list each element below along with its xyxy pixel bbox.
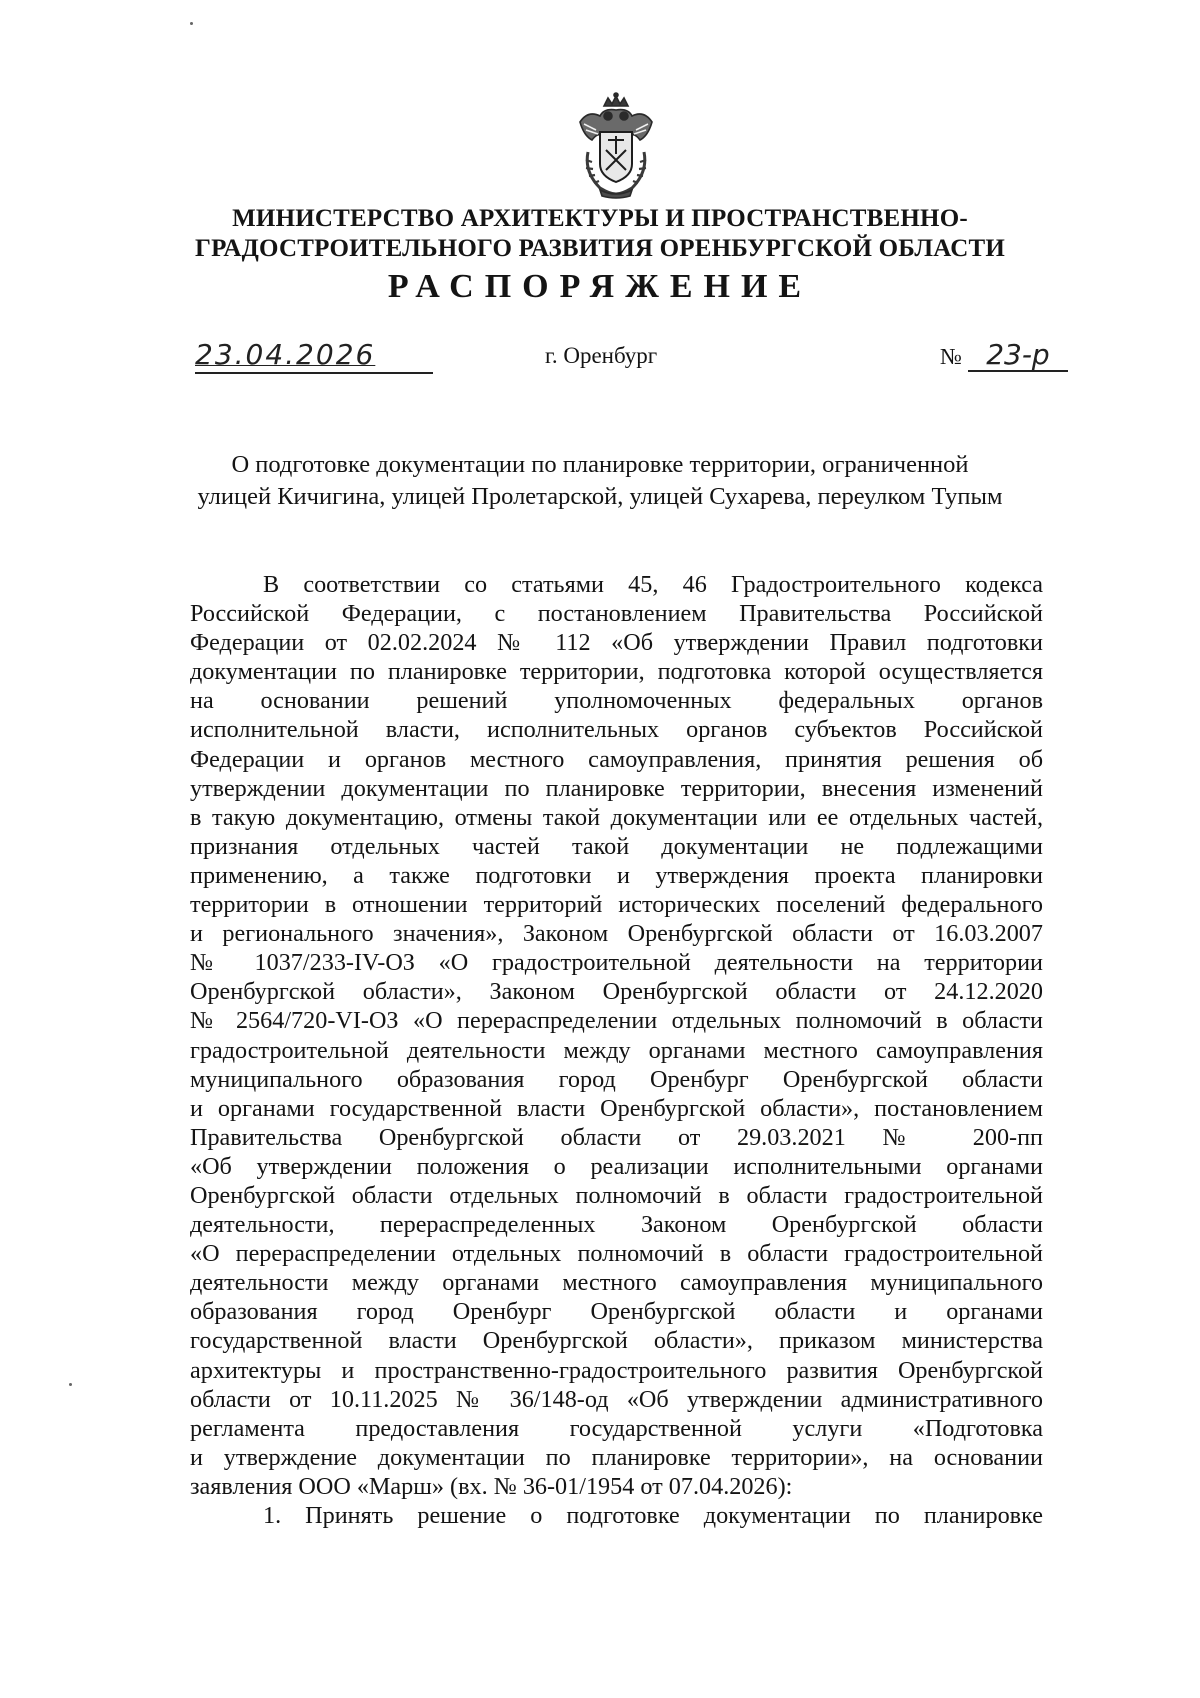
handwritten-date: 23.04.2026 xyxy=(195,340,433,374)
body-line: применению, а также подготовки и утверждения проекта планировки xyxy=(190,861,1043,889)
document-type-title: РАСПОРЯЖЕНИЕ xyxy=(387,268,813,305)
ministry-name-line-2: ГРАДОСТРОИТЕЛЬНОГО РАЗВИТИЯ ОРЕНБУРГСКОЙ ОБЛАСТИ xyxy=(195,235,1005,262)
body-line: области от 10.11.2025 № 36/148-од «Об утверждении административного xyxy=(190,1385,1043,1413)
body-line: государственной власти Оренбургской области», приказом министерства xyxy=(190,1327,1043,1355)
body-line: градостроительной деятельности между органами местного самоуправления xyxy=(190,1036,1043,1064)
list-item-1: 1. Принять решение о подготовке документации по планировке xyxy=(263,1502,1043,1529)
body-line: и регионального значения», Законом Оренбургской области от 16.03.2007 xyxy=(190,920,1043,948)
body-line: в такую документацию, отмены такой документации или ее отдельных частей, xyxy=(190,803,1043,831)
body-line: на основании решений уполномоченных федеральных органов xyxy=(190,687,1043,715)
body-line: архитектуры и пространственно-градостроительного развития Оренбургской xyxy=(190,1356,1043,1384)
body-line: исполнительной власти, исполнительных органов субъектов Российской xyxy=(190,716,1043,744)
document-number xyxy=(940,340,1068,372)
ministry-name xyxy=(180,204,1020,264)
body-line: Оренбургской области», Законом Оренбургской области от 24.12.2020 xyxy=(190,978,1043,1006)
document-subject xyxy=(185,449,1015,513)
body-line: Федерации и органов местного самоуправления, принятия решения об xyxy=(190,745,1043,773)
body-line: образования город Оренбург Оренбургской области и органами xyxy=(190,1298,1043,1326)
scan-speck xyxy=(190,22,193,25)
scan-speck xyxy=(69,1383,72,1386)
body-line: Российской Федерации, с постановлением Правительства Российской xyxy=(190,600,1043,628)
body-line: заявления ООО «Марш» (вх. № 36-01/1954 от 07.04.2026): xyxy=(190,1472,793,1500)
body-line: регламента предоставления государственной услуги «Подготовка xyxy=(190,1414,1043,1442)
body-line: признания отдельных частей такой документации не подлежащими xyxy=(190,832,1043,860)
body-line: № 1037/233-IV-ОЗ «О градостроительной деятельности на территории xyxy=(190,949,1043,977)
body-line: «Об утверждении положения о реализации исполнительными органами xyxy=(190,1152,1043,1180)
body-line: Правительства Оренбургской области от 29.03.2021 № 200-пп xyxy=(190,1123,1043,1151)
body-line: Федерации от 02.02.2024 № 112 «Об утверждении Правил подготовки xyxy=(190,629,1043,657)
body-line: и органами государственной власти Оренбургской области», постановлением xyxy=(190,1094,1043,1122)
body-line: территории в отношении территорий исторических поселений федерального xyxy=(190,891,1043,919)
body-line: деятельности, перераспределенных Законом Оренбургской области xyxy=(190,1211,1043,1239)
body-line: № 2564/720-VI-ОЗ «О перераспределении отдельных полномочий в области xyxy=(190,1007,1043,1035)
body-line: утверждении документации по планировке территории, внесения изменений xyxy=(190,774,1043,802)
body-line: и утверждение документации по планировке территории», на основании xyxy=(190,1443,1043,1471)
body-line: деятельности между органами местного самоуправления муниципального xyxy=(190,1269,1043,1297)
number-sign: № xyxy=(940,344,962,369)
body-line: муниципального образования город Оренбург Оренбургской области xyxy=(190,1065,1043,1093)
orenburg-coat-of-arms-icon xyxy=(570,92,662,200)
city: г. Оренбург xyxy=(545,343,658,368)
document-body xyxy=(190,570,1043,1530)
handwritten-number: 23-р xyxy=(968,340,1068,372)
subject-line: улицей Кичигина, улицей Пролетарской, улицей Сухарева, переулком Тупым xyxy=(197,483,1003,510)
body-line: В соответствии со статьями 45, 46 Градостроительного кодекса xyxy=(263,571,1043,598)
body-line: Оренбургской области отдельных полномочий в области градостроительной xyxy=(190,1181,1043,1209)
subject-line: О подготовке документации по планировке территории, ограниченной xyxy=(231,451,969,478)
body-line: документации по планировке территории, подготовка которой осуществляется xyxy=(190,658,1043,686)
ministry-name-line-1: МИНИСТЕРСТВО АРХИТЕКТУРЫ И ПРОСТРАНСТВЕННО- xyxy=(232,205,968,232)
body-line: «О перераспределении отдельных полномочий в области градостроительной xyxy=(190,1240,1043,1268)
